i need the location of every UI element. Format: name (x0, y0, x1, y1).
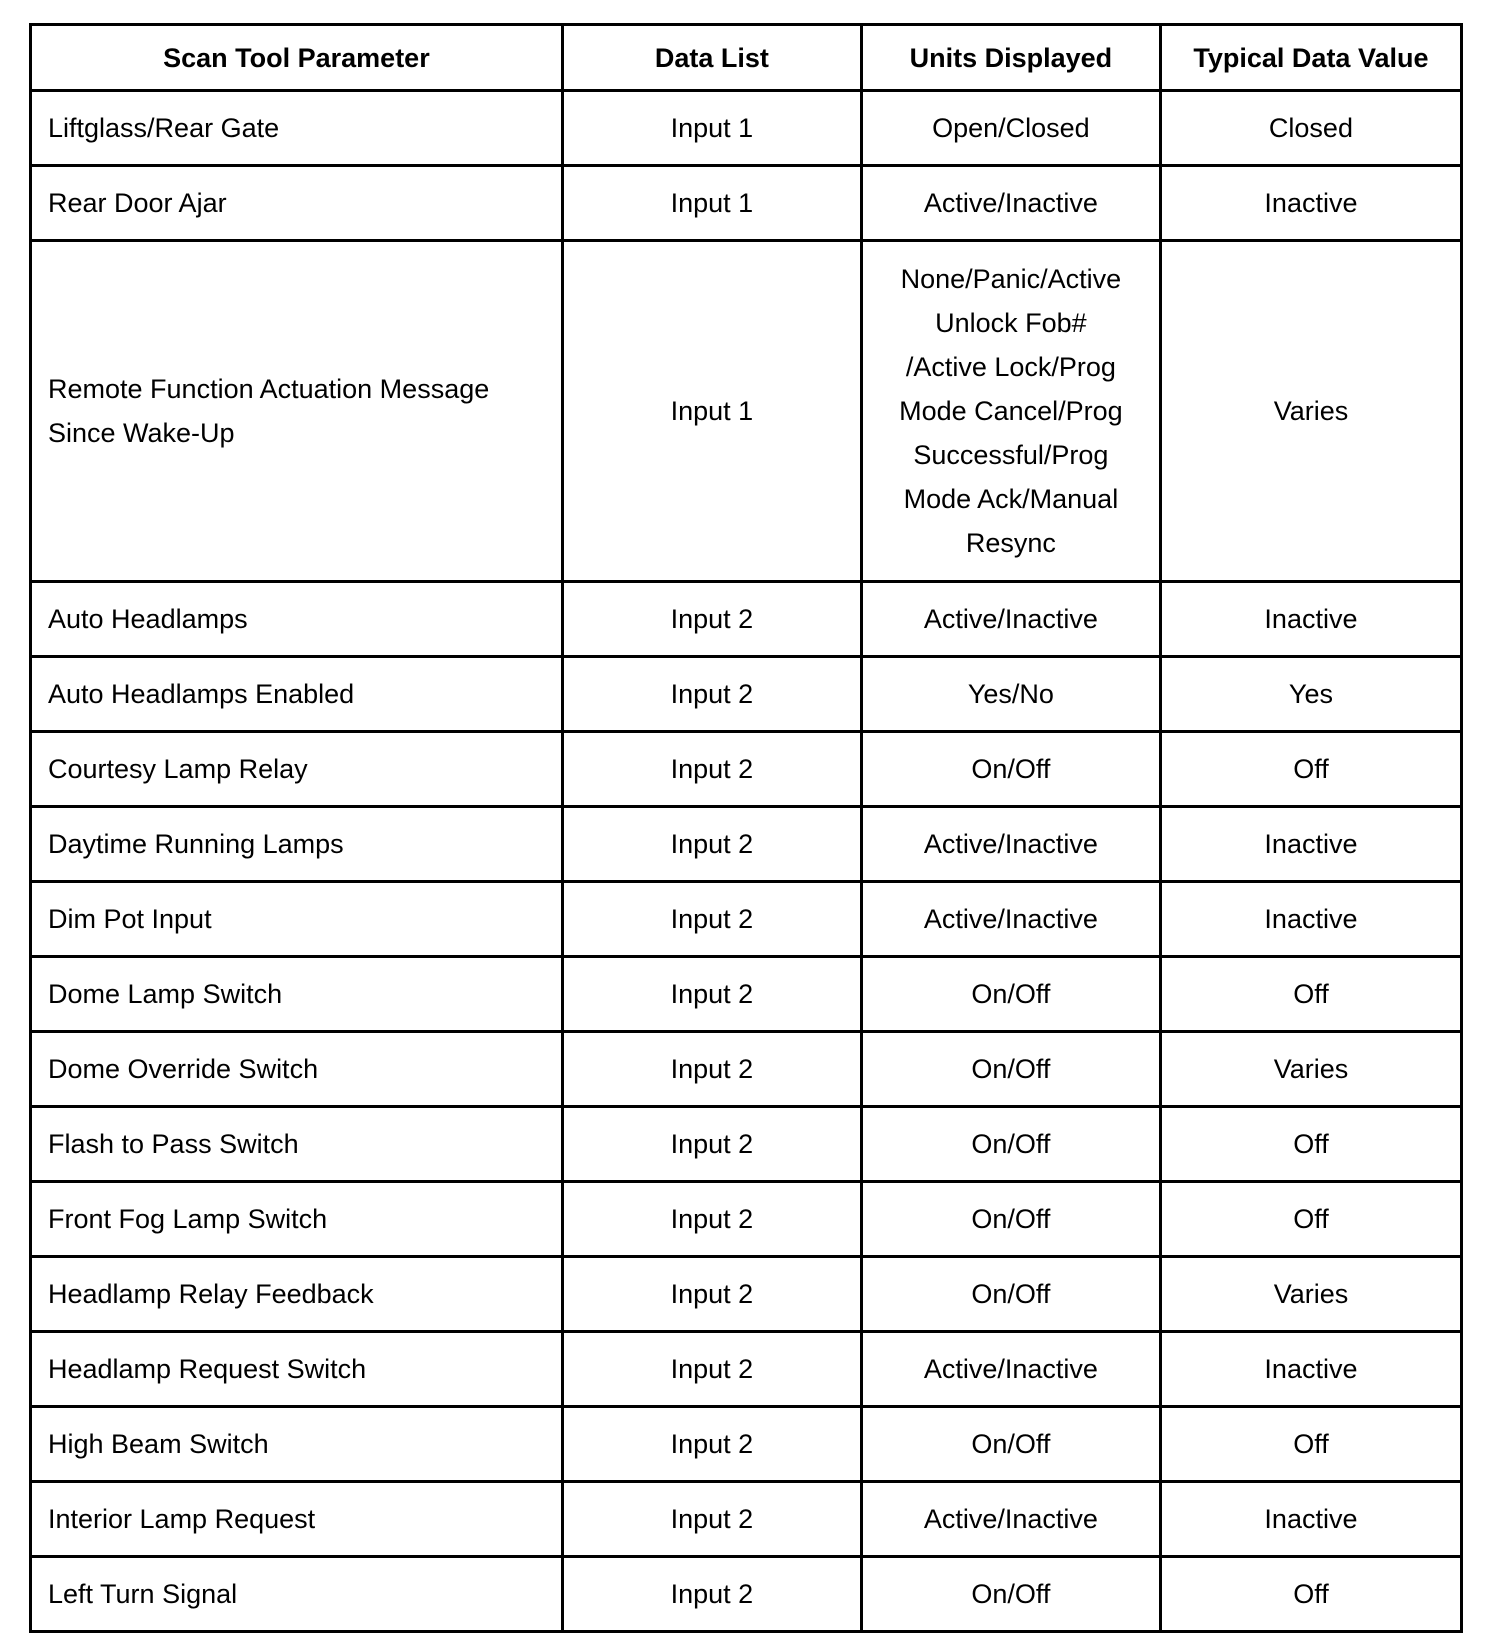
table-row (31, 1182, 1462, 1257)
cell-parameter: Dome Lamp Switch (31, 957, 563, 1032)
table-row (31, 166, 1462, 241)
scan-tool-data-table (29, 23, 1463, 1633)
cell-typical-value: Inactive (1160, 1482, 1461, 1557)
cell-data-list: Input 2 (562, 1332, 861, 1407)
cell-typical-value: Varies (1160, 241, 1461, 582)
cell-parameter: Front Fog Lamp Switch (31, 1182, 563, 1257)
header-units-displayed: Units Displayed (861, 25, 1160, 91)
cell-units (861, 241, 1160, 582)
table-row (31, 1557, 1462, 1632)
cell-parameter: Headlamp Relay Feedback (31, 1257, 563, 1332)
cell-typical-value: Inactive (1160, 582, 1461, 657)
table-header-row (31, 25, 1462, 91)
cell-units: On/Off (861, 732, 1160, 807)
cell-parameter: Daytime Running Lamps (31, 807, 563, 882)
cell-data-list: Input 2 (562, 1557, 861, 1632)
cell-typical-value: Off (1160, 957, 1461, 1032)
cell-typical-value: Closed (1160, 91, 1461, 166)
cell-units: Open/Closed (861, 91, 1160, 166)
cell-typical-value: Inactive (1160, 1332, 1461, 1407)
table-row (31, 241, 1462, 582)
cell-data-list: Input 1 (562, 166, 861, 241)
cell-units: Yes/No (861, 657, 1160, 732)
cell-data-list: Input 2 (562, 1407, 861, 1482)
cell-units: Active/Inactive (861, 807, 1160, 882)
cell-parameter: Headlamp Request Switch (31, 1332, 563, 1407)
table-row (31, 1332, 1462, 1407)
cell-data-list: Input 2 (562, 1032, 861, 1107)
table-row (31, 1107, 1462, 1182)
table-row (31, 1482, 1462, 1557)
table-row (31, 882, 1462, 957)
cell-data-list: Input 2 (562, 1482, 861, 1557)
cell-units: Active/Inactive (861, 582, 1160, 657)
cell-typical-value: Off (1160, 1557, 1461, 1632)
table-row (31, 582, 1462, 657)
cell-data-list: Input 2 (562, 582, 861, 657)
cell-typical-value: Off (1160, 1107, 1461, 1182)
cell-typical-value: Varies (1160, 1032, 1461, 1107)
cell-parameter-text: Remote Function Actuation Message Since Wake-Up (48, 374, 490, 448)
cell-data-list: Input 2 (562, 657, 861, 732)
table-row (31, 657, 1462, 732)
table-row (31, 1032, 1462, 1107)
cell-typical-value: Off (1160, 1182, 1461, 1257)
cell-data-list: Input 2 (562, 957, 861, 1032)
cell-units: Active/Inactive (861, 166, 1160, 241)
cell-typical-value: Inactive (1160, 807, 1461, 882)
cell-parameter: Dome Override Switch (31, 1032, 563, 1107)
cell-parameter: Liftglass/Rear Gate (31, 91, 563, 166)
table-row (31, 1257, 1462, 1332)
table-row (31, 1407, 1462, 1482)
cell-units: On/Off (861, 1257, 1160, 1332)
cell-parameter (31, 241, 563, 582)
cell-typical-value: Inactive (1160, 166, 1461, 241)
cell-parameter: Courtesy Lamp Relay (31, 732, 563, 807)
cell-data-list: Input 2 (562, 807, 861, 882)
cell-data-list: Input 2 (562, 1107, 861, 1182)
cell-units: On/Off (861, 1557, 1160, 1632)
cell-typical-value: Off (1160, 1407, 1461, 1482)
cell-units: Active/Inactive (861, 1332, 1160, 1407)
table-row (31, 732, 1462, 807)
cell-units: Active/Inactive (861, 1482, 1160, 1557)
table-row (31, 957, 1462, 1032)
cell-units: Active/Inactive (861, 882, 1160, 957)
cell-typical-value: Inactive (1160, 882, 1461, 957)
cell-data-list: Input 2 (562, 1257, 861, 1332)
cell-data-list: Input 2 (562, 1182, 861, 1257)
cell-units: On/Off (861, 1182, 1160, 1257)
cell-typical-value: Yes (1160, 657, 1461, 732)
cell-units-text: None/Panic/Active Unlock Fob# /Active Lock/Prog Mode Cancel/Prog Successful/Prog Mode Ack/Manual Resync (899, 264, 1123, 558)
table-row (31, 91, 1462, 166)
header-typical-data-value: Typical Data Value (1160, 25, 1461, 91)
header-scan-tool-parameter: Scan Tool Parameter (31, 25, 563, 91)
cell-parameter: Rear Door Ajar (31, 166, 563, 241)
cell-data-list: Input 1 (562, 91, 861, 166)
cell-typical-value: Varies (1160, 1257, 1461, 1332)
cell-data-list: Input 1 (562, 241, 861, 582)
header-data-list: Data List (562, 25, 861, 91)
cell-units: On/Off (861, 1107, 1160, 1182)
cell-data-list: Input 2 (562, 882, 861, 957)
cell-parameter: Left Turn Signal (31, 1557, 563, 1632)
cell-parameter: High Beam Switch (31, 1407, 563, 1482)
cell-parameter: Dim Pot Input (31, 882, 563, 957)
cell-parameter: Interior Lamp Request (31, 1482, 563, 1557)
cell-units: On/Off (861, 957, 1160, 1032)
cell-typical-value: Off (1160, 732, 1461, 807)
cell-units: On/Off (861, 1032, 1160, 1107)
cell-parameter: Flash to Pass Switch (31, 1107, 563, 1182)
cell-units: On/Off (861, 1407, 1160, 1482)
cell-data-list: Input 2 (562, 732, 861, 807)
cell-parameter: Auto Headlamps Enabled (31, 657, 563, 732)
table-row (31, 807, 1462, 882)
cell-parameter: Auto Headlamps (31, 582, 563, 657)
